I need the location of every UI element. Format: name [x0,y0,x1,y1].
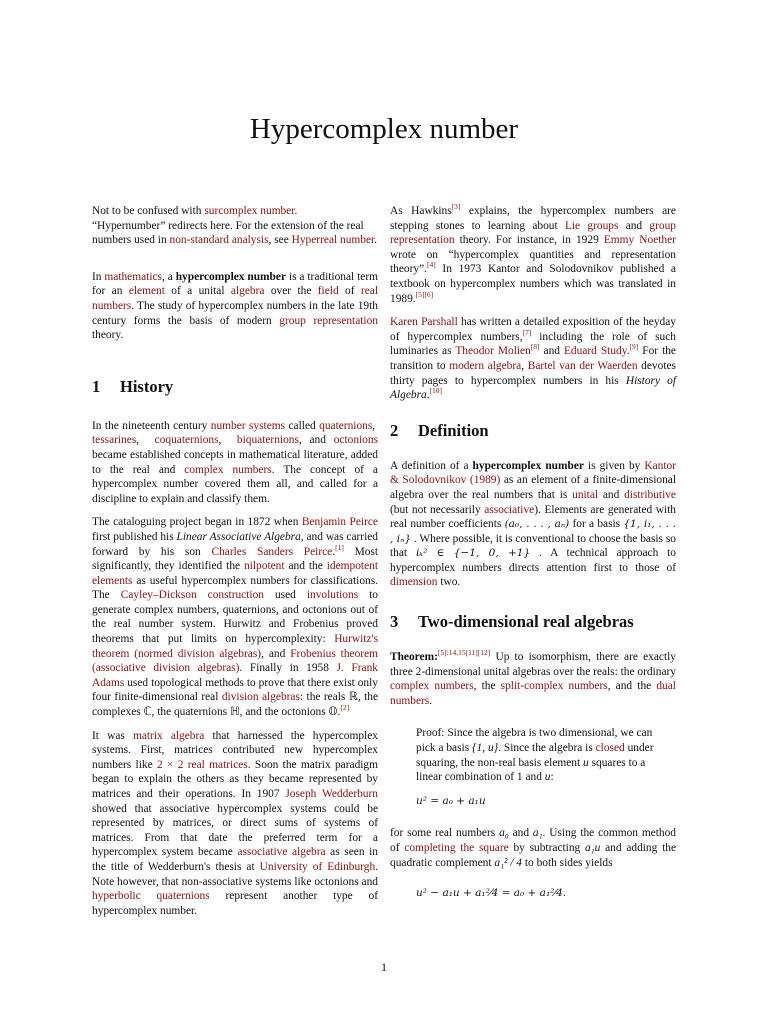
text: . [429,694,433,707]
link-group-representation[interactable]: group representation [390,219,676,247]
link-dual-numbers[interactable]: dual numbers [390,680,676,707]
text: and adding the quadratic complement [390,842,676,869]
text: became established concepts in mathematical literature, added to the real and [92,448,378,476]
text: first published his [92,530,177,543]
book-title: Linear Associative Algebra [176,530,301,543]
link-biquaternions[interactable]: biquaternions [236,434,299,447]
text: and [618,219,650,232]
section-heading-two-dimensional [390,612,676,632]
citation[interactable]: [5]:14,15[11][12] [437,648,491,658]
link-real-numbers[interactable]: real numbers [92,285,378,312]
text: is a traditional term for an [92,270,378,298]
text: to both sides yields [522,856,613,869]
text: including the role of such luminaries as [390,330,676,358]
text: and [539,345,564,358]
math-a1: a₁ [532,827,543,840]
text: two. [437,576,461,589]
text: (but not necessarily [390,503,485,516]
bold-term: hypercomplex number [472,459,584,472]
proof-paragraph [416,726,672,784]
link-van-der-waerden[interactable]: Bartel van der Waerden [527,359,638,372]
citation[interactable]: [10] [429,386,443,396]
link-hyperbolic-quaternions[interactable]: hyperbolic quaternions [92,890,210,903]
redirect-text: . [374,234,378,247]
theorem-paragraph [390,650,676,708]
link-coquaternions[interactable]: coquaternions [154,434,219,447]
link-lie-groups[interactable]: Lie groups [564,219,619,232]
text: : the reals ℝ, the complexes ℂ, the quaternions ℍ, and the octonions 𝕆. [92,691,378,719]
page-number: 1 [381,960,387,974]
link-mathematics[interactable]: mathematics [104,270,162,283]
math-basis: {1, u} [472,742,499,755]
link-complex-numbers[interactable]: complex numbers [390,680,474,693]
link-edinburgh[interactable]: University of Edinburgh [259,860,376,873]
text: by subtracting [508,842,585,854]
section-title: Definition [418,420,489,440]
history-paragraph-3 [92,729,378,919]
text: has written a detailed exposition of the heyday of hypercomplex numbers, [390,316,676,343]
link-group-representation[interactable]: group representation [279,314,378,327]
link-theodor-molien[interactable]: Theodor Molien [455,345,531,358]
citation[interactable]: [2] [340,703,350,713]
text: explains, the hypercomplex numbers are stepping stones to learning about [390,205,676,232]
text: to generate complex numbers, quaternions, and octonions out of the real number system. Hurwitz and Frobenius proved theorems that put limits on hypercomplexity: [92,589,378,646]
section-heading-definition [390,421,676,441]
link-algebra[interactable]: algebra [230,285,265,298]
section-number: 1 [92,376,101,396]
text: called [285,419,320,432]
link-kantor-solodovnikov[interactable]: Kantor & Solodovnikov (1989) [390,459,677,487]
link-benjamin-peirce[interactable]: Benjamin Peirce [301,516,378,529]
link-completing-square[interactable]: completing the square [404,842,509,854]
text: . Where possible, it is conventional to choose the basis so that [390,532,676,560]
hatnote-text: Not to be confused with [92,205,205,217]
text: showed that associative hypercomplex systems could be represented by matrices, or direct sums of systems of matrices. From that date the preferred term for a hypercomplex system became [92,802,378,859]
text: , [521,359,528,372]
hatnote-text: . [294,205,298,217]
section-number: 2 [390,420,399,440]
link-charles-peirce[interactable]: Charles Sanders Peirce [211,545,333,558]
text: Proof: Since the algebra is two dimensional, we can pick a basis [416,727,653,755]
text: In 1973 Kantor and Solodovnikov published a textbook on hypercomplex numbers which was translated in 1989. [390,263,676,305]
link-distributive[interactable]: distributive [624,488,676,501]
link-karen-parshall[interactable]: Karen Parshall [390,316,458,329]
text: ). Elements are generated with real number coefficients [390,503,676,531]
link-quaternions[interactable]: quaternions [319,419,373,432]
text: The cataloguing project began in 1872 when [92,516,302,529]
math-a0: a₀ [499,827,509,840]
hatnote [92,204,378,248]
definition-paragraph [390,459,676,590]
text: . Finally in 1958 [239,662,337,675]
math-basis-squares: iₖ² ∈ {−1, 0, +1} [415,547,531,560]
text: as useful hypercomplex numbers for classifications. The [92,574,378,602]
text: Most significantly, they identified the [92,545,379,573]
text: , a [161,270,176,283]
right-column [390,204,676,913]
redirect-text: , see [268,234,292,247]
hawkins-paragraph [390,204,676,306]
text: wrote on “hypercomplex quantities and representation theory”. [390,248,676,276]
text: used [263,589,307,602]
text: for some real numbers [390,827,500,840]
text: that harnessed the hypercomplex systems. First, matrices contributed new hypercomplex numbers like [92,729,378,771]
equation-1: u² = a₀ + a₁u [416,794,486,807]
citation[interactable]: [7] [522,327,532,337]
link-eduard-study[interactable]: Eduard Study [563,345,627,358]
link-emmy-noether[interactable]: Emmy Noether [603,234,676,247]
link-modern-algebra[interactable]: modern algebra [449,359,522,372]
section-title: History [120,376,174,396]
citation[interactable]: [4] [427,260,436,270]
text: Up to isomorphism, there are exactly three 2-dimensional unital algebras over the reals: the ordinary [390,651,676,678]
text: , and the [607,680,657,693]
math-basis: {1, i₁, . . . , iₙ} [390,518,676,545]
text: , and [261,647,291,660]
bold-term: hypercomplex number [175,270,286,283]
link-real-matrices[interactable]: 2 × 2 real matrices [156,758,248,771]
text: devotes thirty pages to hypercomplex numbers in his [390,359,676,387]
link-surcomplex[interactable]: surcomplex number [204,205,295,217]
link-hurwitz[interactable]: Hurwitz's theorem (normed division algebras) [92,633,378,660]
text: and the [284,560,327,573]
link-complex-numbers[interactable]: complex numbers [184,463,272,476]
math-u: u [583,756,589,769]
link-matrix-algebra[interactable]: matrix algebra [132,729,205,742]
citation[interactable]: [3] [451,202,461,212]
text: For the transition to [390,345,676,372]
link-nilpotent[interactable]: nilpotent [244,560,285,573]
text: and [598,488,625,501]
text: , the [473,680,501,693]
text: under squaring, the non-real basis element [416,742,654,769]
link-field[interactable]: field [317,285,339,298]
link-wedderburn[interactable]: Joseph Wedderburn [285,788,378,800]
text: As Hawkins [390,205,452,217]
link-element[interactable]: element [128,285,165,298]
link-involutions[interactable]: involutions [306,589,359,602]
text: for a basis [569,518,624,531]
text: A definition of a [390,459,473,472]
section-number: 3 [390,612,399,632]
section-title: Two-dimensional real algebras [418,612,634,632]
text: . [426,389,430,402]
link-non-standard-analysis[interactable]: non-standard analysis [169,234,269,247]
text: . Soon the matrix paradigm began to explain the others as they became represented by matrices and their operations. In 1907 [92,758,378,800]
text: used topological methods to prove that there exist only four finite-dimensional real [92,676,378,704]
link-idempotent[interactable]: idempotent elements [92,560,378,587]
citation[interactable]: [9] [629,342,639,352]
link-octonions[interactable]: octonions [333,434,378,447]
link-unital[interactable]: unital [572,488,599,501]
link-split-complex[interactable]: split-complex numbers [500,680,608,693]
text: as an element of a finite-dimensional algebra over the real numbers that is [390,474,676,501]
text: is given by [583,459,645,472]
link-closed[interactable]: closed [595,742,625,755]
parshall-paragraph: Karen Parshall has written a detailed exposition of the heyday of hypercomplex numbers,[7] including the role of such luminaries as Theodor Molien[8] and Eduard Study.[9] For the transition to modern algebra, Bartel van der Waerden devotes thirty pages to hypercomplex numbers in his History of Algebra.[10] [390,316,676,402]
text: : [550,771,554,784]
citation[interactable]: [1] [335,542,344,552]
citation[interactable]: [5][6] [415,289,434,299]
text: . The concept of a hypercomplex number covered them all, and called for a discipline to explain and classify them. [92,463,378,505]
link-associative[interactable]: associative [484,503,535,516]
text: represent another type of hypercomplex number. [92,890,378,917]
text: theory. For instance, in 1929 [454,234,604,247]
citation[interactable]: [8] [530,342,540,352]
link-dimension[interactable]: dimension [390,576,438,589]
text: , and was carried forward by his son [92,530,379,558]
text: of [338,285,361,298]
link-frank-adams[interactable]: J. Frank Adams [92,662,378,689]
text: , and [298,434,334,447]
link-division-algebras[interactable]: division algebras [221,691,300,704]
math-u: u [544,771,551,784]
link-hyperreal[interactable]: Hyperreal number [291,234,375,247]
text: of a unital [164,285,231,298]
after-equation-paragraph [390,826,676,870]
text: . Since the algebra is [498,742,596,755]
text: . Using the common method of [390,827,676,854]
history-paragraph-2: The cataloguing project began in 1872 when Benjamin Peirce first published his Linear Associative Algebra, and was carried forward by his son Charles Sanders Peirce.[1] Most significantly, they identified the nilpotent and the idempotent elements as useful hypercomplex numbers for classifications. The Cayley–Dickson construction used involutions to generate complex numbers, quaternions, and octonions out of the real number system. Hurwitz and Frobenius proved theorems that put limits on hypercomplexity: Hurwitz's theorem (normed division algebras), and Frobenius theorem (associative division algebras). Finally in 1958 J. Frank Adams used topological methods to prove that there exist only four finite-dimensional real division algebras: the reals ℝ, the complexes ℂ, the quaternions ℍ, and the octonions 𝕆.[2] [92,516,379,719]
text: squares to a linear combination of 1 and [416,756,646,784]
text: . The study of hypercomplex numbers in the late 19th century forms the basis of modern [92,299,378,327]
math-coefficients: (a₀, . . . , aₙ) [504,518,570,531]
theorem-label: Theorem: [390,651,438,664]
equation-2: u² − a₁u + a₁²⁄4 = a₀ + a₁²⁄4. [416,887,567,900]
text: and [508,827,533,840]
text: . A technical approach to hypercomplex numbers directs attention first to those of [390,547,676,574]
math-complement: a₁² / 4 [494,856,523,869]
text: In the nineteenth century [92,419,211,432]
text: theory. [92,329,124,342]
section-heading-history [92,377,378,397]
intro-paragraph [92,270,378,343]
link-tessarines[interactable]: tessarines [92,434,137,447]
text: It was [92,729,133,742]
left-column [92,204,378,927]
page-title: Hypercomplex number [249,113,519,145]
text: . Note however, that non-associative systems like octonions and [92,860,378,888]
link-frobenius[interactable]: Frobenius theorem (associative division algebras) [92,647,378,675]
link-associative-algebra[interactable]: associative algebra [237,846,326,859]
link-number-systems[interactable]: number systems [210,419,286,432]
history-paragraph-1: In the nineteenth century number systems called quaternions, tessarines, coquaternions, biquaternions, and octonions became established concepts in mathematical literature, added to the real and complex numbers. The concept of a hypercomplex number covered them all, and called for a discipline to explain and classify them. [92,419,378,505]
text: as seen in the title of Wedderburn's thesis at [92,846,378,873]
text: over the [264,285,318,298]
redirect-text: “Hypernumber” redirects here. For the extension of the real numbers used in [92,219,364,247]
book-title: History of Algebra [390,374,676,402]
link-cayley-dickson[interactable]: Cayley–Dickson construction [120,589,264,602]
math-a1u: a₁u [584,842,601,854]
text: In [92,270,105,283]
